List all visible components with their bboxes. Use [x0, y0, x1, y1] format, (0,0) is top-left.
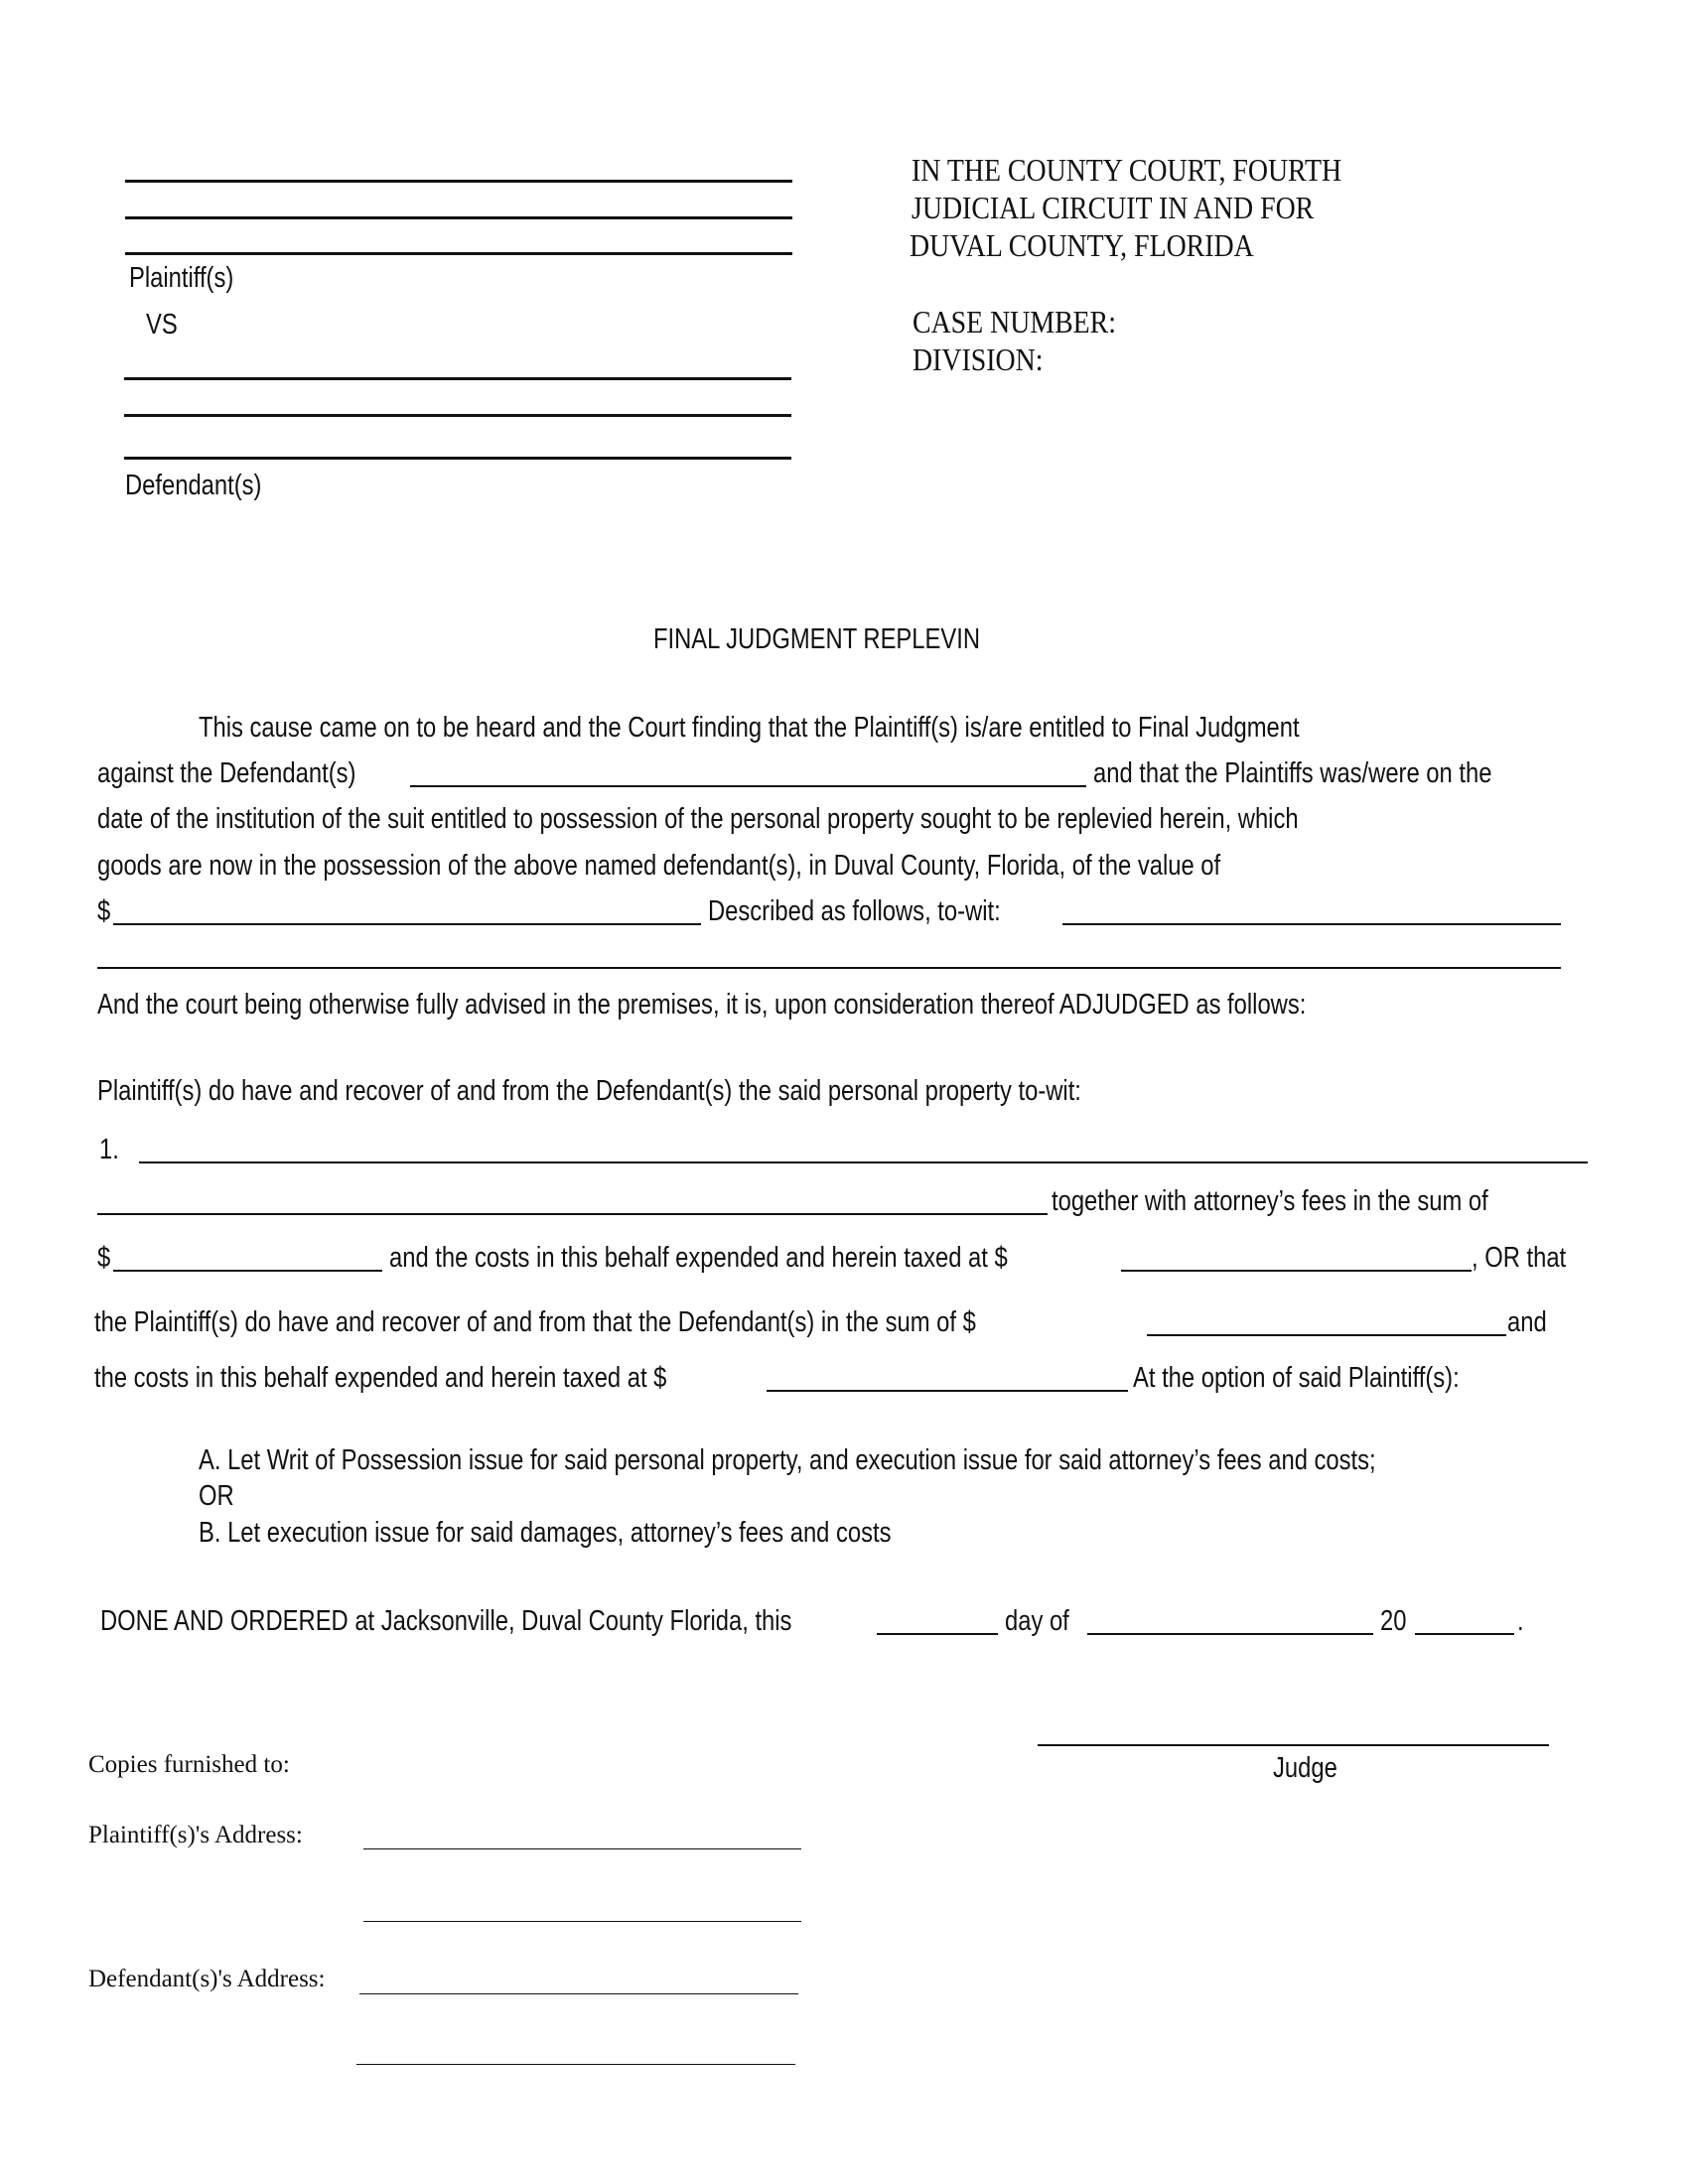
- defendant-line-1: [124, 377, 791, 380]
- court-line-1: IN THE COUNTY COURT, FOURTH: [912, 152, 1342, 188]
- defendant-address-label: Defendant(s)'s Address:: [88, 1966, 326, 1992]
- day-blank[interactable]: [877, 1633, 998, 1635]
- year-blank[interactable]: [1415, 1633, 1514, 1635]
- case-number-label: CASE NUMBER:: [913, 304, 1116, 340]
- defendant-address-line-1[interactable]: [359, 1993, 798, 1994]
- body-line: and the costs in this behalf expended and herein taxed at $: [389, 1242, 1008, 1274]
- body-line: This cause came on to be heard and the Court finding that the Plaintiff(s) is/are entitled to Final Judgment: [199, 712, 1300, 744]
- body-line: And the court being otherwise fully advised in the premises, it is, upon consideration thereof ADJUDGED as follows:: [97, 989, 1307, 1021]
- body-line: Plaintiff(s) do have and recover of and from the Defendant(s) the said personal property to-wit:: [97, 1075, 1081, 1107]
- property-blank-2[interactable]: [97, 1213, 1048, 1215]
- item-number: 1.: [99, 1134, 119, 1165]
- defendant-line-2: [124, 414, 791, 417]
- plaintiff-address-label: Plaintiff(s)'s Address:: [88, 1822, 303, 1848]
- description-blank-2[interactable]: [97, 967, 1561, 969]
- document-title: FINAL JUDGMENT REPLEVIN: [653, 623, 981, 655]
- month-blank[interactable]: [1087, 1633, 1373, 1635]
- judge-signature-line[interactable]: [1038, 1744, 1549, 1746]
- defendant-line-3: [124, 457, 791, 460]
- day-of-label: day of: [1005, 1605, 1069, 1637]
- plaintiff-line-2: [125, 216, 792, 219]
- body-line: the Plaintiff(s) do have and recover of and from that the Defendant(s) in the sum of $: [94, 1306, 976, 1338]
- body-line: the costs in this behalf expended and herein taxed at $: [94, 1362, 667, 1394]
- defendant-address-line-2[interactable]: [356, 2064, 795, 2065]
- defendant-label: Defendant(s): [125, 470, 262, 501]
- damages-sum-blank[interactable]: [1147, 1334, 1506, 1336]
- body-line: date of the institution of the suit entitled to possession of the personal property sought to be replevied herein, which: [97, 803, 1299, 835]
- costs-blank[interactable]: [1121, 1270, 1472, 1272]
- court-line-3: DUVAL COUNTY, FLORIDA: [910, 227, 1254, 263]
- body-line: against the Defendant(s): [97, 757, 356, 789]
- costs-blank-2[interactable]: [767, 1390, 1128, 1392]
- plaintiff-address-line-1[interactable]: [363, 1848, 801, 1849]
- description-blank[interactable]: [1062, 923, 1561, 925]
- plaintiff-line-1: [125, 180, 792, 183]
- body-line: and: [1507, 1306, 1547, 1338]
- division-label: DIVISION:: [913, 341, 1044, 377]
- dollar-sign: $: [97, 895, 111, 927]
- year-prefix: 20: [1380, 1605, 1407, 1637]
- body-line: and that the Plaintiffs was/were on the: [1093, 757, 1492, 789]
- done-ordered-text: DONE AND ORDERED at Jacksonville, Duval County Florida, this: [100, 1605, 792, 1637]
- defendant-name-blank[interactable]: [410, 785, 1086, 787]
- attorney-fees-blank[interactable]: [113, 1270, 382, 1272]
- option-b: B. Let execution issue for said damages, attorney’s fees and costs: [199, 1517, 892, 1549]
- body-line: Described as follows, to-wit:: [708, 895, 1001, 927]
- body-line: together with attorney’s fees in the sum of: [1052, 1185, 1488, 1217]
- property-blank-1[interactable]: [139, 1161, 1588, 1163]
- copies-heading: Copies furnished to:: [88, 1751, 290, 1778]
- court-line-2: JUDICIAL CIRCUIT IN AND FOR: [912, 190, 1315, 225]
- dollar-sign: $: [97, 1242, 111, 1274]
- vs-label: VS: [146, 309, 178, 341]
- body-line: , OR that: [1472, 1242, 1567, 1274]
- plaintiff-label: Plaintiff(s): [129, 262, 234, 294]
- option-a: A. Let Writ of Possession issue for said personal property, and execution issue for said attorney’s fees and costs;: [199, 1444, 1376, 1476]
- judge-label: Judge: [1273, 1752, 1337, 1784]
- option-or: OR: [199, 1480, 234, 1512]
- body-line: At the option of said Plaintiff(s):: [1133, 1362, 1460, 1394]
- plaintiff-line-3: [125, 252, 792, 255]
- period: .: [1517, 1605, 1524, 1637]
- plaintiff-address-line-2[interactable]: [363, 1921, 801, 1922]
- value-blank[interactable]: [113, 923, 701, 925]
- body-line: goods are now in the possession of the above named defendant(s), in Duval County, Florida, of the value of: [97, 850, 1221, 882]
